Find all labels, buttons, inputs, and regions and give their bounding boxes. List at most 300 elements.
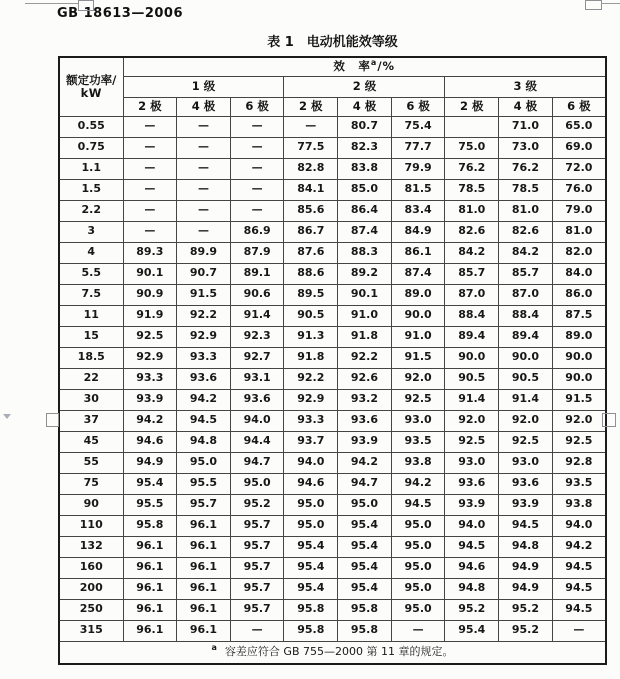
table-row: [59, 452, 606, 473]
efficiency-value-cell: 93.9: [338, 431, 392, 452]
efficiency-value-cell: 76.2: [499, 158, 553, 179]
efficiency-value-cell: 76.2: [445, 158, 499, 179]
power-cell: 0.75: [59, 137, 123, 158]
efficiency-value-cell: 92.0: [391, 368, 445, 389]
efficiency-value-cell: 95.0: [177, 452, 231, 473]
efficiency-value-cell: 90.6: [230, 284, 284, 305]
table-row: [59, 284, 606, 305]
scan-artifact-topright-box: [585, 0, 602, 10]
table-row: [59, 116, 606, 137]
efficiency-value-cell: 89.1: [230, 263, 284, 284]
efficiency-value-cell: 95.0: [284, 515, 338, 536]
power-cell: 5.5: [59, 263, 123, 284]
efficiency-value-cell: 92.5: [123, 326, 177, 347]
efficiency-value-cell: 92.0: [499, 410, 553, 431]
efficiency-value-cell: —: [552, 620, 606, 641]
rated-power-header: [59, 57, 123, 116]
efficiency-value-cell: 88.6: [284, 263, 338, 284]
table-body: [59, 116, 606, 641]
efficiency-value-cell: 86.7: [284, 221, 338, 242]
efficiency-value-cell: 96.1: [177, 536, 231, 557]
table-row: [59, 242, 606, 263]
efficiency-table: [58, 56, 607, 665]
efficiency-value-cell: 95.0: [338, 494, 392, 515]
scan-artifact-topright-line: [601, 3, 620, 4]
efficiency-value-cell: 92.2: [284, 368, 338, 389]
efficiency-value-cell: 82.0: [552, 242, 606, 263]
efficiency-value-cell: 91.8: [338, 326, 392, 347]
table-row: [59, 368, 606, 389]
efficiency-value-cell: 94.2: [552, 536, 606, 557]
efficiency-value-cell: 93.5: [391, 431, 445, 452]
table-row: [59, 473, 606, 494]
efficiency-value-cell: 96.1: [177, 620, 231, 641]
efficiency-value-cell: —: [284, 116, 338, 137]
efficiency-value-cell: 82.6: [445, 221, 499, 242]
efficiency-value-cell: —: [230, 158, 284, 179]
efficiency-value-cell: 92.7: [230, 347, 284, 368]
scan-artifact-topleft-box: [78, 0, 94, 11]
rated-power-header-line1: 额定功率/: [66, 73, 117, 88]
grade-1-header: 1 级: [123, 76, 284, 97]
efficiency-value-cell: 89.3: [123, 242, 177, 263]
efficiency-value-cell: 81.0: [499, 200, 553, 221]
efficiency-value-cell: 94.0: [230, 410, 284, 431]
efficiency-value-cell: —: [123, 158, 177, 179]
efficiency-value-cell: —: [230, 179, 284, 200]
efficiency-value-cell: 96.1: [123, 578, 177, 599]
table-header: [59, 57, 606, 116]
efficiency-value-cell: 69.0: [552, 137, 606, 158]
efficiency-value-cell: 96.1: [177, 515, 231, 536]
efficiency-value-cell: 82.6: [499, 221, 553, 242]
efficiency-value-cell: 80.7: [338, 116, 392, 137]
table-row: [59, 494, 606, 515]
efficiency-value-cell: 93.6: [499, 473, 553, 494]
efficiency-value-cell: 92.5: [499, 431, 553, 452]
table-row: [59, 263, 606, 284]
header-row-grades: [59, 76, 606, 97]
efficiency-value-cell: 94.5: [499, 515, 553, 536]
efficiency-value-cell: 91.4: [499, 389, 553, 410]
table-row: [59, 578, 606, 599]
grade-3-header: 3 级: [445, 76, 606, 97]
efficiency-value-cell: 89.4: [445, 326, 499, 347]
efficiency-value-cell: 95.8: [284, 620, 338, 641]
efficiency-value-cell: 95.4: [338, 536, 392, 557]
efficiency-value-cell: 94.6: [123, 431, 177, 452]
efficiency-value-cell: 92.5: [552, 431, 606, 452]
efficiency-value-cell: 90.0: [499, 347, 553, 368]
efficiency-value-cell: 94.2: [391, 473, 445, 494]
efficiency-value-cell: 75.4: [391, 116, 445, 137]
efficiency-value-cell: 95.7: [230, 515, 284, 536]
scan-artifact-left-triangle: [3, 414, 11, 419]
power-cell: 11: [59, 305, 123, 326]
pole-header: 6 极: [552, 97, 606, 116]
efficiency-value-cell: —: [177, 221, 231, 242]
efficiency-value-cell: 92.2: [177, 305, 231, 326]
efficiency-value-cell: 95.0: [391, 515, 445, 536]
pole-header: 2 极: [445, 97, 499, 116]
efficiency-value-cell: 91.4: [445, 389, 499, 410]
efficiency-value-cell: 95.7: [230, 536, 284, 557]
efficiency-value-cell: 92.9: [123, 347, 177, 368]
efficiency-value-cell: 91.0: [338, 305, 392, 326]
efficiency-value-cell: 94.6: [445, 557, 499, 578]
efficiency-value-cell: 93.0: [391, 410, 445, 431]
table-row: [59, 620, 606, 641]
efficiency-value-cell: 93.0: [445, 452, 499, 473]
efficiency-value-cell: 75.0: [445, 137, 499, 158]
table-row: [59, 431, 606, 452]
pole-header: 4 极: [499, 97, 553, 116]
table-row: [59, 179, 606, 200]
scan-artifact-topleft-line: [25, 3, 78, 4]
efficiency-value-cell: —: [177, 179, 231, 200]
efficiency-value-cell: 93.6: [338, 410, 392, 431]
efficiency-value-cell: 71.0: [499, 116, 553, 137]
efficiency-value-cell: 91.0: [391, 326, 445, 347]
efficiency-value-cell: 85.7: [445, 263, 499, 284]
efficiency-value-cell: 92.0: [552, 410, 606, 431]
table-footer: [59, 641, 606, 664]
efficiency-value-cell: 81.0: [552, 221, 606, 242]
efficiency-value-cell: 94.7: [338, 473, 392, 494]
efficiency-value-cell: 79.9: [391, 158, 445, 179]
efficiency-value-cell: —: [391, 620, 445, 641]
efficiency-value-cell: 86.4: [338, 200, 392, 221]
efficiency-value-cell: 94.5: [552, 599, 606, 620]
efficiency-value-cell: 94.8: [177, 431, 231, 452]
efficiency-value-cell: 85.7: [499, 263, 553, 284]
grade-2-header: 2 级: [284, 76, 445, 97]
efficiency-value-cell: 94.9: [499, 557, 553, 578]
efficiency-value-cell: —: [177, 200, 231, 221]
efficiency-value-cell: 93.8: [391, 452, 445, 473]
efficiency-value-cell: 87.5: [552, 305, 606, 326]
efficiency-value-cell: 89.4: [499, 326, 553, 347]
table-title: 表 1 电动机能效等级: [267, 35, 398, 50]
efficiency-value-cell: 92.5: [391, 389, 445, 410]
efficiency-value-cell: 93.6: [177, 368, 231, 389]
power-cell: 200: [59, 578, 123, 599]
efficiency-value-cell: 94.2: [177, 389, 231, 410]
efficiency-value-cell: 93.6: [230, 389, 284, 410]
table-row: [59, 200, 606, 221]
efficiency-value-cell: 73.0: [499, 137, 553, 158]
efficiency-value-cell: —: [230, 116, 284, 137]
efficiency-value-cell: [445, 116, 499, 137]
efficiency-value-cell: 95.4: [338, 515, 392, 536]
efficiency-value-cell: —: [123, 179, 177, 200]
efficiency-value-cell: 89.0: [552, 326, 606, 347]
efficiency-value-cell: —: [230, 200, 284, 221]
efficiency-value-cell: —: [123, 200, 177, 221]
efficiency-value-cell: 91.5: [177, 284, 231, 305]
efficiency-value-cell: —: [123, 221, 177, 242]
efficiency-value-cell: —: [177, 137, 231, 158]
pole-header: 2 极: [284, 97, 338, 116]
table-row: [59, 389, 606, 410]
efficiency-value-cell: 87.9: [230, 242, 284, 263]
efficiency-value-cell: 83.4: [391, 200, 445, 221]
efficiency-value-cell: 95.8: [284, 599, 338, 620]
efficiency-value-cell: 84.2: [499, 242, 553, 263]
efficiency-value-cell: 78.5: [445, 179, 499, 200]
footnote-marker: a: [211, 643, 217, 653]
power-cell: 30: [59, 389, 123, 410]
efficiency-value-cell: 95.5: [123, 494, 177, 515]
efficiency-value-cell: 88.3: [338, 242, 392, 263]
efficiency-value-cell: 86.1: [391, 242, 445, 263]
efficiency-value-cell: 87.0: [499, 284, 553, 305]
efficiency-value-cell: 95.7: [230, 578, 284, 599]
efficiency-value-cell: 95.0: [284, 494, 338, 515]
efficiency-value-cell: 93.3: [284, 410, 338, 431]
pole-header: 6 极: [391, 97, 445, 116]
efficiency-value-cell: 91.9: [123, 305, 177, 326]
power-cell: 2.2: [59, 200, 123, 221]
efficiency-value-cell: 95.8: [338, 599, 392, 620]
efficiency-value-cell: 93.9: [123, 389, 177, 410]
efficiency-value-cell: 95.7: [230, 557, 284, 578]
efficiency-value-cell: 95.2: [499, 599, 553, 620]
efficiency-value-cell: 90.7: [177, 263, 231, 284]
efficiency-value-cell: 77.7: [391, 137, 445, 158]
efficiency-value-cell: 79.0: [552, 200, 606, 221]
efficiency-value-cell: 94.4: [230, 431, 284, 452]
efficiency-value-cell: 93.1: [230, 368, 284, 389]
efficiency-value-cell: 94.5: [445, 536, 499, 557]
table-row: [59, 158, 606, 179]
efficiency-value-cell: 84.0: [552, 263, 606, 284]
efficiency-value-cell: 93.7: [284, 431, 338, 452]
efficiency-value-cell: 90.0: [552, 368, 606, 389]
power-cell: 75: [59, 473, 123, 494]
scan-artifact-left-box: [46, 413, 59, 427]
power-cell: 1.5: [59, 179, 123, 200]
efficiency-value-cell: —: [230, 620, 284, 641]
efficiency-label: 效 率: [333, 59, 371, 74]
efficiency-value-cell: 96.1: [177, 599, 231, 620]
table-row: [59, 305, 606, 326]
efficiency-value-cell: 95.2: [445, 599, 499, 620]
efficiency-value-cell: 92.9: [284, 389, 338, 410]
efficiency-value-cell: 90.0: [391, 305, 445, 326]
efficiency-value-cell: 87.6: [284, 242, 338, 263]
efficiency-footnote-marker: a: [370, 58, 378, 68]
efficiency-value-cell: 92.8: [552, 452, 606, 473]
efficiency-value-cell: 93.9: [499, 494, 553, 515]
efficiency-value-cell: 93.3: [123, 368, 177, 389]
efficiency-value-cell: 95.4: [284, 578, 338, 599]
table-row: [59, 515, 606, 536]
efficiency-value-cell: 95.5: [177, 473, 231, 494]
efficiency-value-cell: 93.6: [445, 473, 499, 494]
efficiency-value-cell: 90.1: [123, 263, 177, 284]
power-cell: 3: [59, 221, 123, 242]
pole-header: 2 极: [123, 97, 177, 116]
table-row: [59, 221, 606, 242]
power-cell: 132: [59, 536, 123, 557]
efficiency-value-cell: 83.8: [338, 158, 392, 179]
efficiency-value-cell: 95.7: [230, 599, 284, 620]
efficiency-value-cell: 87.4: [391, 263, 445, 284]
efficiency-value-cell: 94.5: [177, 410, 231, 431]
standard-code: GB 18613—2006: [57, 6, 184, 21]
efficiency-value-cell: 95.4: [284, 557, 338, 578]
efficiency-value-cell: 94.0: [445, 515, 499, 536]
efficiency-value-cell: 94.0: [284, 452, 338, 473]
efficiency-value-cell: 89.9: [177, 242, 231, 263]
efficiency-value-cell: —: [177, 158, 231, 179]
efficiency-value-cell: 91.3: [284, 326, 338, 347]
power-cell: 22: [59, 368, 123, 389]
footnote-row: [59, 641, 606, 664]
power-cell: 15: [59, 326, 123, 347]
efficiency-value-cell: 93.2: [338, 389, 392, 410]
efficiency-value-cell: 90.0: [445, 347, 499, 368]
efficiency-value-cell: 92.5: [445, 431, 499, 452]
efficiency-value-cell: 92.9: [177, 326, 231, 347]
power-cell: 55: [59, 452, 123, 473]
efficiency-value-cell: 92.2: [338, 347, 392, 368]
efficiency-value-cell: 92.3: [230, 326, 284, 347]
pole-header: 4 极: [338, 97, 392, 116]
rated-power-header-line2: kW: [80, 85, 102, 100]
table-row: [59, 536, 606, 557]
table-row: [59, 410, 606, 431]
efficiency-value-cell: 84.1: [284, 179, 338, 200]
power-cell: 18.5: [59, 347, 123, 368]
efficiency-value-cell: 91.8: [284, 347, 338, 368]
efficiency-value-cell: 95.4: [445, 620, 499, 641]
efficiency-value-cell: 91.5: [391, 347, 445, 368]
efficiency-value-cell: 91.4: [230, 305, 284, 326]
efficiency-value-cell: 90.5: [284, 305, 338, 326]
efficiency-value-cell: 92.6: [338, 368, 392, 389]
efficiency-value-cell: 95.4: [284, 536, 338, 557]
efficiency-value-cell: 93.3: [177, 347, 231, 368]
efficiency-value-cell: 94.5: [391, 494, 445, 515]
efficiency-value-cell: 87.4: [338, 221, 392, 242]
efficiency-value-cell: 93.0: [499, 452, 553, 473]
efficiency-value-cell: —: [177, 116, 231, 137]
efficiency-value-cell: 96.1: [123, 599, 177, 620]
efficiency-value-cell: 95.2: [499, 620, 553, 641]
pole-header: 4 极: [177, 97, 231, 116]
power-cell: 250: [59, 599, 123, 620]
efficiency-value-cell: 81.5: [391, 179, 445, 200]
efficiency-value-cell: 95.7: [177, 494, 231, 515]
efficiency-value-cell: 88.4: [445, 305, 499, 326]
efficiency-value-cell: 86.0: [552, 284, 606, 305]
efficiency-value-cell: 95.0: [230, 473, 284, 494]
efficiency-value-cell: 94.8: [499, 536, 553, 557]
efficiency-value-cell: 93.5: [552, 473, 606, 494]
efficiency-value-cell: 77.5: [284, 137, 338, 158]
efficiency-value-cell: 78.5: [499, 179, 553, 200]
efficiency-unit: /%: [377, 59, 396, 74]
efficiency-value-cell: —: [123, 116, 177, 137]
pole-header: 6 极: [230, 97, 284, 116]
power-cell: 90: [59, 494, 123, 515]
efficiency-value-cell: 95.0: [391, 536, 445, 557]
power-cell: 45: [59, 431, 123, 452]
efficiency-value-cell: 95.4: [123, 473, 177, 494]
efficiency-value-cell: 90.1: [338, 284, 392, 305]
efficiency-value-cell: 95.0: [391, 599, 445, 620]
power-cell: 7.5: [59, 284, 123, 305]
power-cell: 315: [59, 620, 123, 641]
efficiency-value-cell: —: [230, 137, 284, 158]
power-cell: 160: [59, 557, 123, 578]
efficiency-value-cell: 95.0: [391, 557, 445, 578]
efficiency-value-cell: 94.2: [338, 452, 392, 473]
efficiency-value-cell: 96.1: [123, 620, 177, 641]
efficiency-value-cell: 94.8: [445, 578, 499, 599]
efficiency-value-cell: 81.0: [445, 200, 499, 221]
efficiency-value-cell: 90.5: [499, 368, 553, 389]
efficiency-value-cell: 94.9: [499, 578, 553, 599]
efficiency-value-cell: 96.1: [177, 578, 231, 599]
efficiency-value-cell: 82.3: [338, 137, 392, 158]
efficiency-value-cell: 84.2: [445, 242, 499, 263]
power-cell: 110: [59, 515, 123, 536]
efficiency-value-cell: 89.2: [338, 263, 392, 284]
efficiency-value-cell: 88.4: [499, 305, 553, 326]
table-row: [59, 347, 606, 368]
efficiency-value-cell: 95.8: [338, 620, 392, 641]
efficiency-value-cell: 94.6: [284, 473, 338, 494]
efficiency-value-cell: 94.7: [230, 452, 284, 473]
efficiency-value-cell: 90.0: [552, 347, 606, 368]
power-cell: 1.1: [59, 158, 123, 179]
footnote-text: 容差应符合 GB 755—2000 第 11 章的规定。: [224, 644, 454, 658]
efficiency-value-cell: 82.8: [284, 158, 338, 179]
efficiency-value-cell: 91.5: [552, 389, 606, 410]
efficiency-value-cell: 94.5: [552, 578, 606, 599]
efficiency-value-cell: 86.9: [230, 221, 284, 242]
header-row-efficiency: [59, 57, 606, 76]
efficiency-value-cell: 94.9: [123, 452, 177, 473]
header-row-poles: [59, 97, 606, 116]
efficiency-value-cell: 93.9: [445, 494, 499, 515]
efficiency-value-cell: 94.2: [123, 410, 177, 431]
power-cell: 4: [59, 242, 123, 263]
efficiency-value-cell: 65.0: [552, 116, 606, 137]
efficiency-value-cell: 85.0: [338, 179, 392, 200]
efficiency-value-cell: 92.0: [445, 410, 499, 431]
efficiency-value-cell: 95.0: [391, 578, 445, 599]
table-row: [59, 557, 606, 578]
efficiency-header: [123, 57, 606, 76]
efficiency-value-cell: 76.0: [552, 179, 606, 200]
efficiency-value-cell: 95.4: [338, 578, 392, 599]
efficiency-value-cell: 72.0: [552, 158, 606, 179]
efficiency-value-cell: 95.2: [230, 494, 284, 515]
efficiency-value-cell: 87.0: [445, 284, 499, 305]
efficiency-value-cell: 95.8: [123, 515, 177, 536]
efficiency-value-cell: 90.5: [445, 368, 499, 389]
efficiency-value-cell: 90.9: [123, 284, 177, 305]
efficiency-value-cell: 96.1: [123, 536, 177, 557]
power-cell: 37: [59, 410, 123, 431]
efficiency-value-cell: 94.0: [552, 515, 606, 536]
table-row: [59, 599, 606, 620]
efficiency-value-cell: 96.1: [123, 557, 177, 578]
